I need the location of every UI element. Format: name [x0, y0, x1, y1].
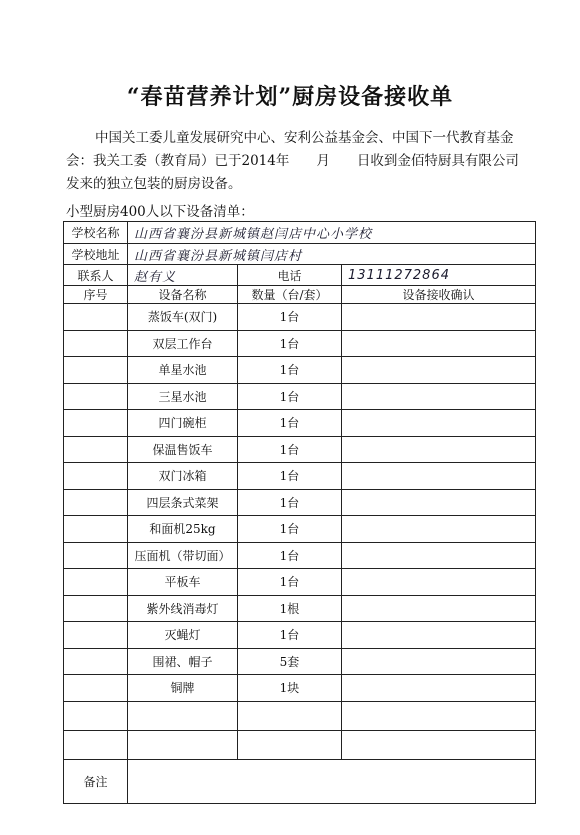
remarks-label: 备注	[64, 759, 128, 803]
equipment-qty: 1台	[238, 569, 342, 596]
equipment-name: 单星水池	[128, 357, 238, 384]
equipment-qty: 1台	[238, 489, 342, 516]
equipment-qty: 1台	[238, 383, 342, 410]
row-index	[64, 410, 128, 437]
equipment-qty: 1台	[238, 304, 342, 331]
row-index	[64, 675, 128, 702]
row-index	[64, 489, 128, 516]
row-index	[64, 436, 128, 463]
school-name-value: 山西省襄汾县新城镇赵闫店中心小学校	[128, 222, 536, 244]
table-row	[64, 304, 536, 331]
equipment-name: 和面机25kg	[128, 516, 238, 543]
col-header-qty: 数量（台/套）	[238, 286, 342, 304]
table-row	[64, 489, 536, 516]
receipt-confirm	[342, 569, 536, 596]
equipment-qty: 1台	[238, 463, 342, 490]
table-row	[64, 569, 536, 596]
equipment-name: 双门冰箱	[128, 463, 238, 490]
school-address-value: 山西省襄汾县新城镇闫店村	[128, 244, 536, 265]
contact-label: 联系人	[64, 265, 128, 286]
row-index	[64, 357, 128, 384]
table-row	[64, 410, 536, 437]
receipt-confirm	[342, 648, 536, 675]
equipment-qty: 1台	[238, 330, 342, 357]
equipment-form-table	[63, 221, 536, 804]
row-index	[64, 648, 128, 675]
receipt-confirm	[342, 622, 536, 649]
receipt-confirm	[342, 357, 536, 384]
contact-value: 赵有义	[128, 265, 238, 286]
school-name-row	[64, 222, 536, 244]
receipt-confirm	[342, 463, 536, 490]
equipment-qty: 1台	[238, 410, 342, 437]
equipment-qty: 1台	[238, 542, 342, 569]
table-row	[64, 622, 536, 649]
col-header-confirm: 设备接收确认	[342, 286, 536, 304]
equipment-name: 围裙、帽子	[128, 648, 238, 675]
table-row	[64, 463, 536, 490]
table-row	[64, 330, 536, 357]
table-row	[64, 675, 536, 702]
page-title: “春苗营养计划”厨房设备接收单	[126, 84, 454, 110]
school-address-label: 学校地址	[64, 244, 128, 265]
receipt-confirm	[342, 489, 536, 516]
table-row	[64, 648, 536, 675]
equipment-qty: 1台	[238, 516, 342, 543]
intro-paragraph: 中国关工委儿童发展研究中心、安利公益基金会、中国下一代教育基金会：我关工委（教育局）已于2014年 月 日收到金佰特厨具有限公司发来的独立包装的厨房设备。	[66, 130, 519, 192]
equipment-qty: 5套	[238, 648, 342, 675]
equipment-name: 三星水池	[128, 383, 238, 410]
receipt-confirm	[342, 675, 536, 702]
receipt-confirm	[342, 383, 536, 410]
row-index	[64, 622, 128, 649]
equipment-name: 四层条式菜架	[128, 489, 238, 516]
phone-value: 13111272864	[342, 265, 536, 286]
item-rows	[64, 304, 536, 702]
table-row	[64, 383, 536, 410]
receipt-confirm	[342, 542, 536, 569]
receipt-confirm	[342, 595, 536, 622]
equipment-name: 蒸饭车(双门)	[128, 304, 238, 331]
equipment-qty: 1台	[238, 622, 342, 649]
equipment-name: 保温售饭车	[128, 436, 238, 463]
receipt-confirm	[342, 330, 536, 357]
row-index	[64, 330, 128, 357]
col-header-index: 序号	[64, 286, 128, 304]
equipment-name: 平板车	[128, 569, 238, 596]
remarks-value	[128, 759, 536, 803]
list-caption: 小型厨房400人以下设备清单：	[66, 204, 254, 220]
equipment-qty: 1台	[238, 357, 342, 384]
equipment-qty: 1台	[238, 436, 342, 463]
equipment-name: 灭蝇灯	[128, 622, 238, 649]
table-row	[64, 516, 536, 543]
column-header-row	[64, 286, 536, 304]
receipt-confirm	[342, 304, 536, 331]
row-index	[64, 304, 128, 331]
table-row	[64, 357, 536, 384]
row-index	[64, 463, 128, 490]
row-index	[64, 383, 128, 410]
blank-row	[64, 701, 536, 730]
equipment-name: 双层工作台	[128, 330, 238, 357]
table-row	[64, 595, 536, 622]
table-row	[64, 436, 536, 463]
equipment-qty: 1根	[238, 595, 342, 622]
phone-label: 电话	[238, 265, 342, 286]
equipment-name: 铜牌	[128, 675, 238, 702]
remarks-row	[64, 759, 536, 803]
receipt-confirm	[342, 516, 536, 543]
row-index	[64, 569, 128, 596]
school-address-row	[64, 244, 536, 265]
col-header-name: 设备名称	[128, 286, 238, 304]
row-index	[64, 542, 128, 569]
row-index	[64, 516, 128, 543]
blank-row	[64, 730, 536, 759]
contact-row	[64, 265, 536, 286]
equipment-name: 压面机（带切面）	[128, 542, 238, 569]
row-index	[64, 595, 128, 622]
school-name-label: 学校名称	[64, 222, 128, 244]
equipment-name: 紫外线消毒灯	[128, 595, 238, 622]
receipt-confirm	[342, 410, 536, 437]
equipment-name: 四门碗柜	[128, 410, 238, 437]
table-row	[64, 542, 536, 569]
receipt-confirm	[342, 436, 536, 463]
equipment-qty: 1块	[238, 675, 342, 702]
